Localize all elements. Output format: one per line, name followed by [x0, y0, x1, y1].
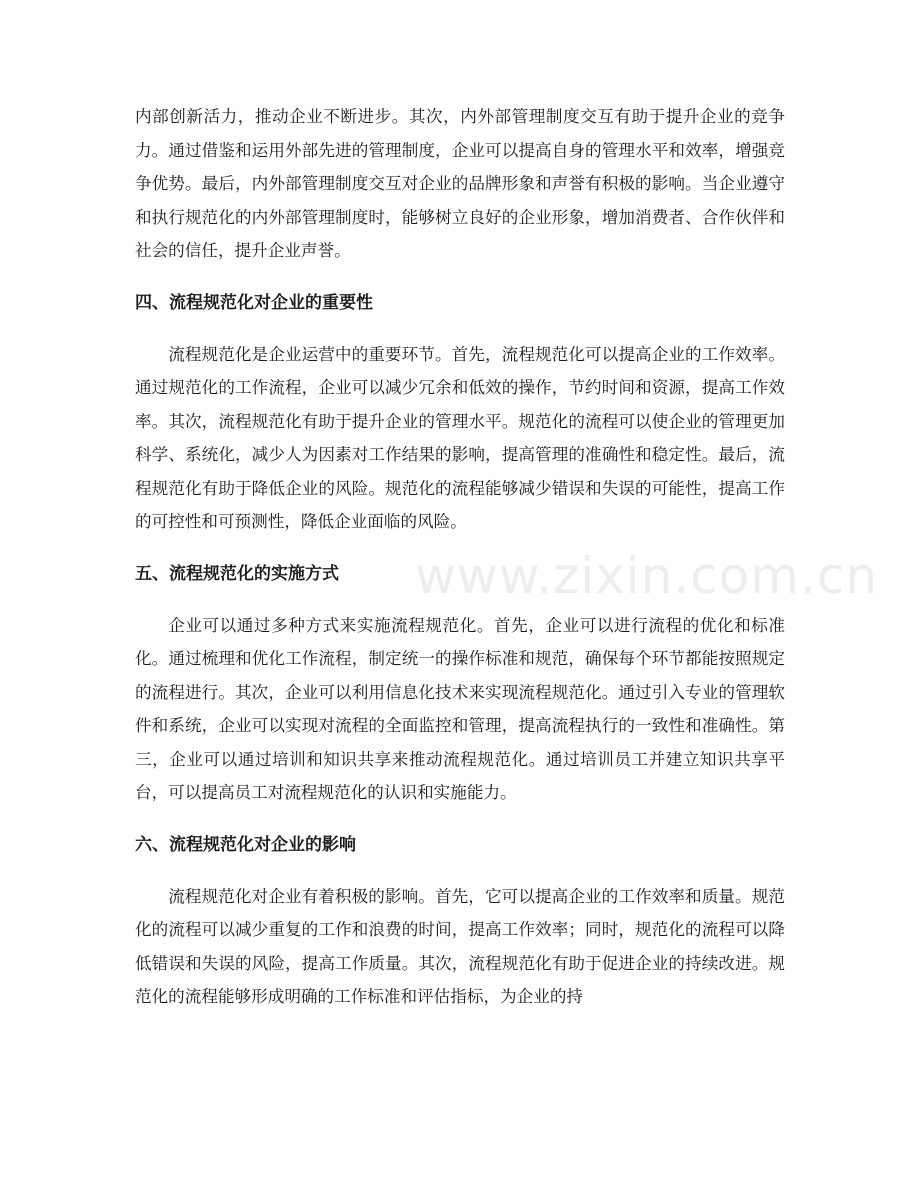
intro-paragraph: 内部创新活力，推动企业不断进步。其次，内外部管理制度交互有助于提升企业的竞争力。通过借鉴和运用外部先进的管理制度，企业可以提高自身的管理水平和效率，增强竞争优势。最后，内外部管理制度交互对企业的品牌形象和声誉有积极的影响。当企业遵守和执行规范化的内外部管理制度时，能够树立良好的企业形象，增加消费者、合作伙伴和社会的信任，提升企业声誉。 [135, 107, 785, 260]
section-4-heading: 四、流程规范化对企业的重要性 [135, 292, 373, 313]
section-4-paragraph: 流程规范化是企业运营中的重要环节。首先，流程规范化可以提高企业的工作效率。通过规范化的工作流程，企业可以减少冗余和低效的操作，节约时间和资源，提高工作效率。其次，流程规范化有助于提升企业的管理水平。规范化的流程可以使企业的管理更加科学、系统化，减少人为因素对工作结果的影响，提高管理的准确性和稳定性。最后，流程规范化有助于降低企业的风险。规范化的流程能够减少错误和失误的可能性，提高工作的可控性和可预测性，降低企业面临的风险。 [135, 344, 785, 531]
section-6-paragraph: 流程规范化对企业有着积极的影响。首先，它可以提高企业的工作效率和质量。规范化的流程可以减少重复的工作和浪费的时间，提高工作效率；同时，规范化的流程可以降低错误和失误的风险，提高工作质量。其次，流程规范化有助于促进企业的持续改进。规范化的流程能够形成明确的工作标准和评估指标，为企业的持 [135, 886, 785, 1006]
section-6-heading: 六、流程规范化对企业的影响 [135, 834, 356, 855]
section-5-paragraph: 企业可以通过多种方式来实施流程规范化。首先，企业可以进行流程的优化和标准化。通过梳理和优化工作流程，制定统一的操作标准和规范，确保每个环节都能按照规定的流程进行。其次，企业可以利用信息化技术来实现流程规范化。通过引入专业的管理软件和系统，企业可以实现对流程的全面监控和管理，提高流程执行的一致性和准确性。第三，企业可以通过培训和知识共享来推动流程规范化。通过培训员工并建立知识共享平台，可以提高员工对流程规范化的认识和实施能力。 [135, 615, 785, 802]
document-body [135, 100, 785, 1014]
section-5-heading: 五、流程规范化的实施方式 [135, 563, 339, 584]
watermark: www.zixin.com.cn [415, 547, 879, 605]
